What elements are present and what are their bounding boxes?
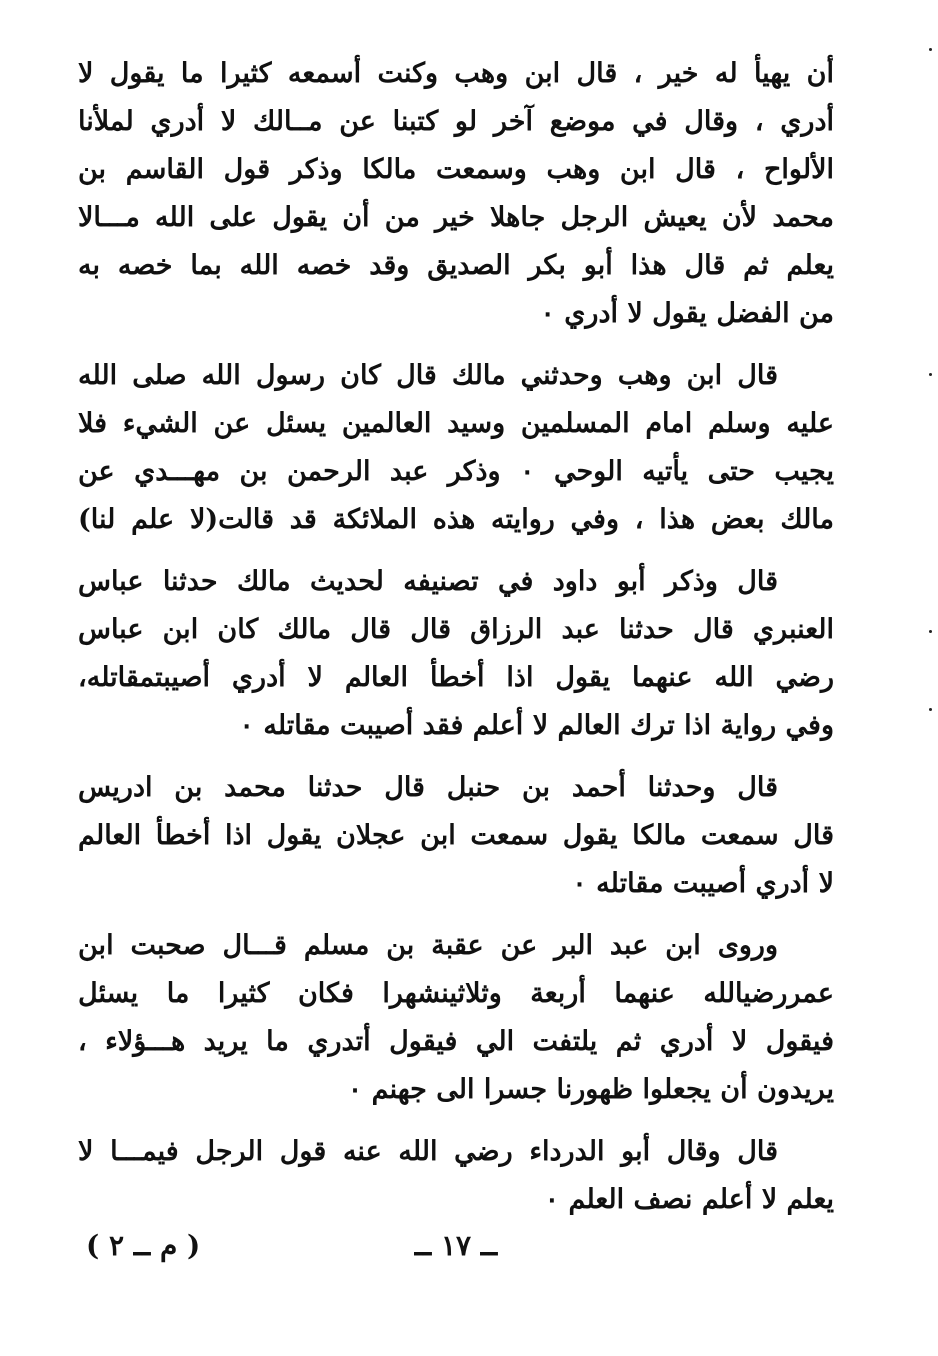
page-footer bbox=[78, 1222, 834, 1270]
margin-speck bbox=[929, 373, 932, 376]
text-line: قال وقال أبو الدرداء رضي الله عنه قول الرجل فيمـــا لا bbox=[78, 1136, 778, 1167]
text-line: العنبري قال حدثنا عبد الرزاق قال قال مالك كان ابن عباس bbox=[78, 614, 834, 645]
paragraph-4 bbox=[78, 764, 834, 908]
paragraph-6 bbox=[78, 1128, 834, 1224]
text-line: يعلم لا أعلم نصف العلم ٠ bbox=[544, 1184, 834, 1215]
margin-speck bbox=[929, 708, 932, 711]
text-line: فيقول لا أدري ثم يلتفت الي فيقول أتدري ما يريد هـــؤلاء ، bbox=[78, 1026, 834, 1057]
text-line: يعلم ثم قال هذا أبو بكر الصديق وقد خصه الله بما خصه به bbox=[78, 250, 834, 281]
text-line: قال وحدثنا أحمد بن حنبل قال حدثنا محمد بن ادريس bbox=[78, 772, 778, 803]
margin-speck bbox=[929, 48, 932, 51]
text-line: قال سمعت مالكا يقول سمعت ابن عجلان يقول اذا أخطأ العالم bbox=[78, 820, 834, 851]
page-number: ــ ١٧ ــ bbox=[414, 1229, 498, 1262]
text-line: الألواح ، قال ابن وهب وسمعت مالكا وذكر قول القاسم بن bbox=[78, 154, 834, 185]
text-line: أن يهيأ له خير ، قال ابن وهب وكنت أسمعه كثيرا ما يقول لا bbox=[78, 58, 834, 89]
text-line: يريدون أن يجعلوا ظهورنا جسرا الى جهنم ٠ bbox=[347, 1074, 834, 1105]
paragraph-3 bbox=[78, 558, 834, 750]
text-line: أدري ، وقال في موضع آخر لو كتبنا عن مــالك لا أدري لملأنا bbox=[78, 106, 834, 137]
text-line: قال ابن وهب وحدثني مالك قال كان رسول الله صلى الله bbox=[78, 360, 778, 391]
paragraph-5 bbox=[78, 922, 834, 1114]
text-line: عليه وسلم امام المسلمين وسيد العالمين يسئل عن الشيء فلا bbox=[78, 408, 834, 439]
signature-mark: ( م ــ ٢ ) bbox=[86, 1229, 201, 1262]
paragraph-2 bbox=[78, 352, 834, 544]
text-line: عمررضيالله عنهما أربعة وثلاثينشهرا فكان كثيرا ما يسئل bbox=[78, 978, 834, 1009]
text-line: مالك بعض هذا ، وفي روايته هذه الملائكة قد قالت(لا علم لنا) bbox=[78, 504, 834, 535]
text-line: رضي الله عنهما يقول اذا أخطأ العالم لا أدري أصيبتمقاتله، bbox=[78, 662, 834, 693]
margin-speck bbox=[929, 630, 932, 633]
text-line: قال وذكر أبو داود في تصنيفه لحديث مالك حدثنا عباس bbox=[78, 566, 778, 597]
text-line: لا أدري أصيبت مقاتله ٠ bbox=[572, 868, 834, 899]
text-line: يجيب حتى يأتيه الوحي ٠ وذكر عبد الرحمن بن مهـــدي عن bbox=[78, 456, 834, 487]
text-line: وفي رواية اذا ترك العالم لا أعلم فقد أصيبت مقاتله ٠ bbox=[239, 710, 834, 741]
text-line: محمد لأن يعيش الرجل جاهلا خير من أن يقول على الله مـــالا bbox=[78, 202, 834, 233]
paragraph-1 bbox=[78, 50, 834, 338]
page-body bbox=[78, 50, 834, 1238]
text-line: من الفضل يقول لا أدري ٠ bbox=[540, 298, 834, 329]
text-line: وروى ابن عبد البر عن عقبة بن مسلم قـــال صحبت ابن bbox=[78, 930, 778, 961]
